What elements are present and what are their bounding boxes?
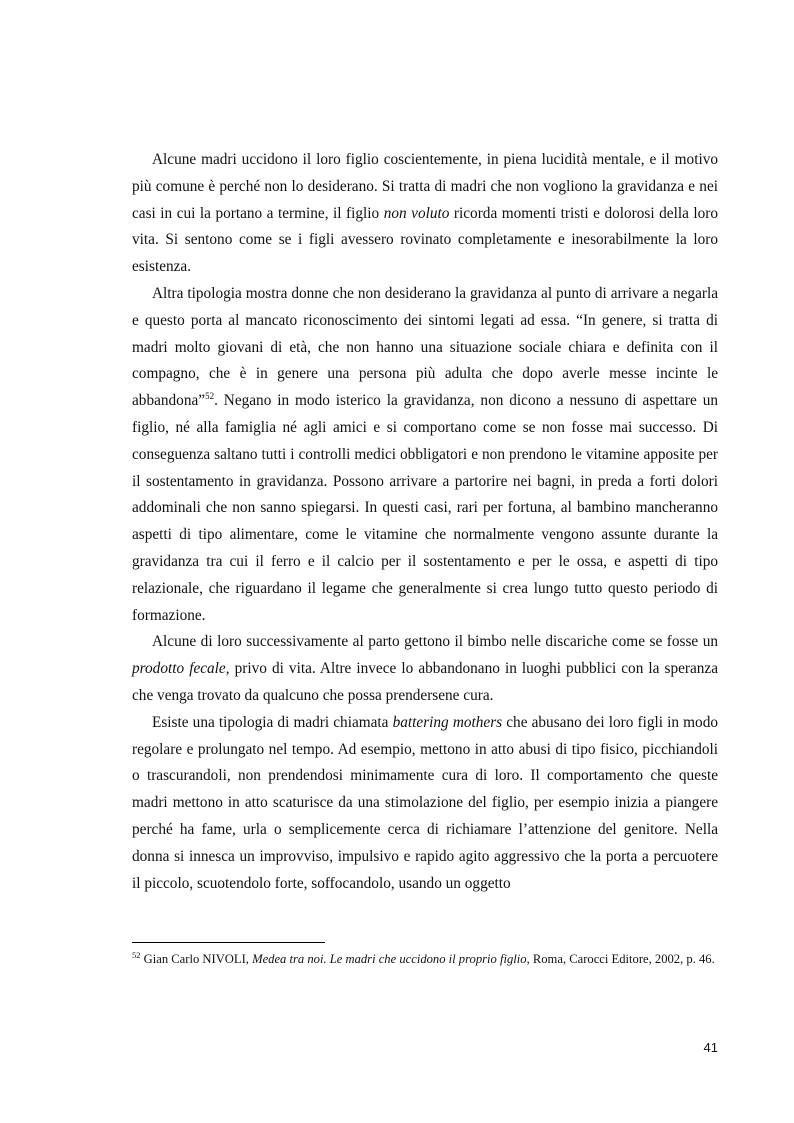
text-segment: Alcune di loro successivamente al parto gettono il bimbo nelle discariche come se fosse un [152, 633, 718, 651]
footnote-number: 52 [132, 949, 141, 960]
footnote-reference: 52 [205, 391, 215, 402]
page-number: 41 [703, 1040, 718, 1055]
paragraph [132, 629, 718, 709]
body-text [132, 147, 718, 897]
footnote-author: Gian Carlo NIVOLI, [143, 952, 249, 966]
footnote-publication: , Roma, Carocci Editore, 2002, p. 46. [526, 952, 715, 966]
text-segment: Alcune madri uccidono il loro figlio coscientemente, in piena lucidità mentale, e il motivo più comune è perché non lo desiderano. Si tratta di madri che non vogliono la gravidanza e nei casi in cui la portano a termine, il figlio [132, 151, 718, 222]
text-segment: Altra tipologia mostra donne che non desiderano la gravidanza al punto di arrivare a negarla e questo porta al mancato riconoscimento dei sintomi legati ad essa. “In genere, si tratta di madri molto giovani di età, che non hanno una situazione sociale chiara e definita con il compagno, che è in genere una persona più adulta che dopo averle messe incinte le abbandona” [132, 284, 718, 410]
footnote-title: Medea tra noi. Le madri che uccidono il proprio figlio [252, 952, 527, 966]
italic-text: non voluto [383, 204, 450, 222]
paragraph [132, 147, 718, 281]
paragraph [132, 281, 718, 629]
italic-text: battering mothers [392, 713, 503, 731]
text-segment: ricorda momenti tristi e dolorosi della loro vita. Si sentono come se i figli avessero rovinato completamente e inesorabilmente la loro esistenza. [132, 204, 719, 276]
footnote-52 [132, 951, 718, 968]
italic-text: prodotto fecale [132, 660, 226, 678]
paragraph [132, 710, 718, 898]
text-segment: Esiste una tipologia di madri chiamata [152, 713, 393, 731]
text-segment: , privo di vita. Altre invece lo abbandonano in luoghi pubblici con la speranza che venga trovato da qualcuno che possa prendersene cura. [132, 660, 719, 704]
text-segment: . Negano in modo isterico la gravidanza, non dicono a nessuno di aspettare un figlio, né alla famiglia né agli amici e si comportano come se non fosse mai successo. Di conseguenza saltano tutti i controlli medici obbligatori e non prendono le vitamine apposite per il sostentamento in gravidanza. Possono arrivare a partorire nei bagni, in preda a forti dolori addominali che non sanno spiegarsi. In questi casi, rari per fortuna, al bambino mancheranno aspetti di tipo alimentare, come le vitamine che normalmente vengono assunte durante la gravidanza tra cui il ferro e il calcio per il sostentamento e per le ossa, e aspetti di tipo relazionale, che riguardano il legame che generalmente si crea lungo tutto questo periodo di formazione. [132, 392, 718, 624]
footnote-separator [132, 942, 325, 943]
text-segment: che abusano dei loro figli in modo regolare e prolungato nel tempo. Ad esempio, mettono in atto abusi di tipo fisico, picchiandoli o trascurandoli, non prendendosi minimamente cura di loro. Il comportamento che queste madri mettono in atto scaturisce da una stimolazione del figlio, per esempio inizia a piangere perché ha fame, urla o semplicemente cerca di richiamare l’attenzione del genitore. Nella donna si innesca un improvviso, impulsivo e rapido agito aggressivo che la porta a percuotere il piccolo, scuotendolo forte, soffocandolo, usando un oggetto [132, 713, 718, 892]
